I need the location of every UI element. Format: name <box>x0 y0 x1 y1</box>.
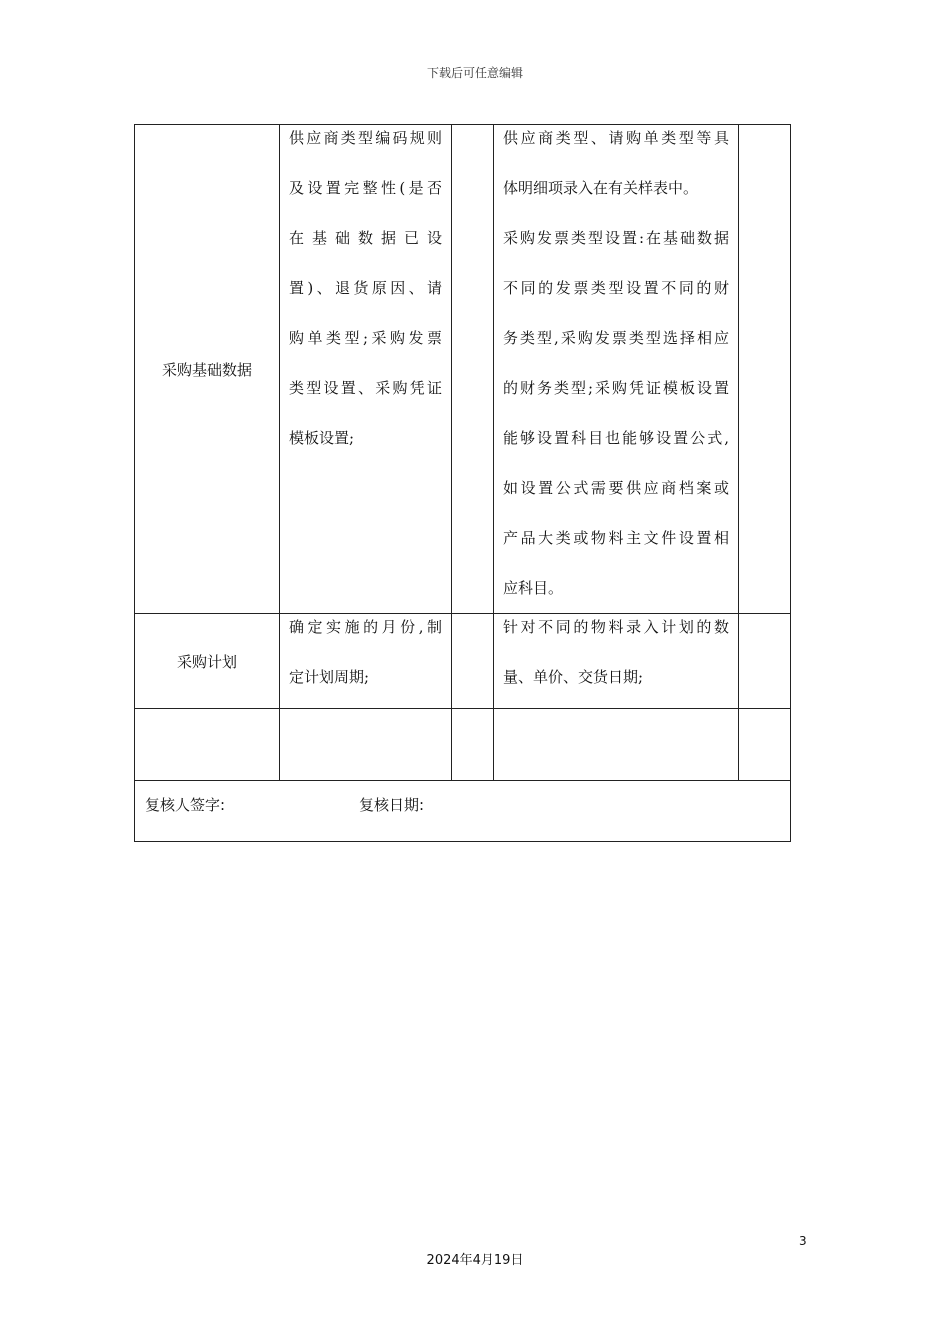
detail-line: 能够设置科目也能够设置公式, <box>503 429 729 447</box>
table-row <box>135 709 791 781</box>
scope-line: 模板设置; <box>289 429 355 447</box>
table-row <box>135 614 791 709</box>
detail-line: 不同的发票类型设置不同的财 <box>503 279 729 297</box>
scope-line: 置)、退货原因、请 <box>289 279 442 297</box>
empty-cell[interactable] <box>135 709 280 781</box>
remark-cell[interactable] <box>739 125 791 614</box>
detail-line: 供应商类型、请购单类型等具 <box>503 129 729 147</box>
detail-line: 务类型,采购发票类型选择相应 <box>503 329 729 347</box>
scope-line: 定计划周期; <box>289 668 370 686</box>
scope-cell <box>280 125 452 614</box>
review-date-label: 复核日期: <box>359 796 425 814</box>
page-header: 下载后可任意编辑 <box>426 66 523 80</box>
scope-line: 类型设置、采购凭证 <box>289 379 442 397</box>
check-cell[interactable] <box>452 614 494 709</box>
review-table <box>134 124 791 842</box>
footer-date: 2024年4月19日 <box>426 1253 524 1268</box>
detail-line: 针对不同的物料录入计划的数 <box>503 618 729 636</box>
scope-line: 确定实施的月份,制 <box>289 618 442 636</box>
detail-line: 体明细项录入在有关样表中。 <box>503 179 699 197</box>
scope-cell <box>280 614 452 709</box>
row-label: 采购基础数据 <box>135 125 280 614</box>
scope-line: 及设置完整性(是否 <box>289 179 442 197</box>
detail-cell <box>494 125 739 614</box>
detail-line: 产品大类或物料主文件设置相 <box>503 529 729 547</box>
detail-line: 应科目。 <box>503 579 564 597</box>
check-cell[interactable] <box>452 125 494 614</box>
table-row <box>135 125 791 614</box>
page-number: 3 <box>799 1234 807 1248</box>
detail-line: 如设置公式需要供应商档案或 <box>503 479 729 497</box>
row-label: 采购计划 <box>135 614 280 709</box>
scope-line: 在基础数据已设 <box>289 229 442 247</box>
reviewer-signature-label: 复核人签字: <box>145 796 226 814</box>
detail-cell <box>494 614 739 709</box>
detail-line: 的财务类型;采购凭证模板设置 <box>503 379 729 397</box>
detail-line: 量、单价、交货日期; <box>503 668 644 686</box>
remark-cell[interactable] <box>739 614 791 709</box>
signature-row <box>135 781 791 842</box>
empty-cell[interactable] <box>739 709 791 781</box>
scope-line: 购单类型;采购发票 <box>289 329 442 347</box>
detail-line: 采购发票类型设置:在基础数据 <box>503 229 729 247</box>
empty-cell[interactable] <box>452 709 494 781</box>
signature-cell[interactable] <box>135 781 791 842</box>
scope-line: 供应商类型编码规则 <box>289 129 442 147</box>
empty-cell[interactable] <box>494 709 739 781</box>
empty-cell[interactable] <box>280 709 452 781</box>
